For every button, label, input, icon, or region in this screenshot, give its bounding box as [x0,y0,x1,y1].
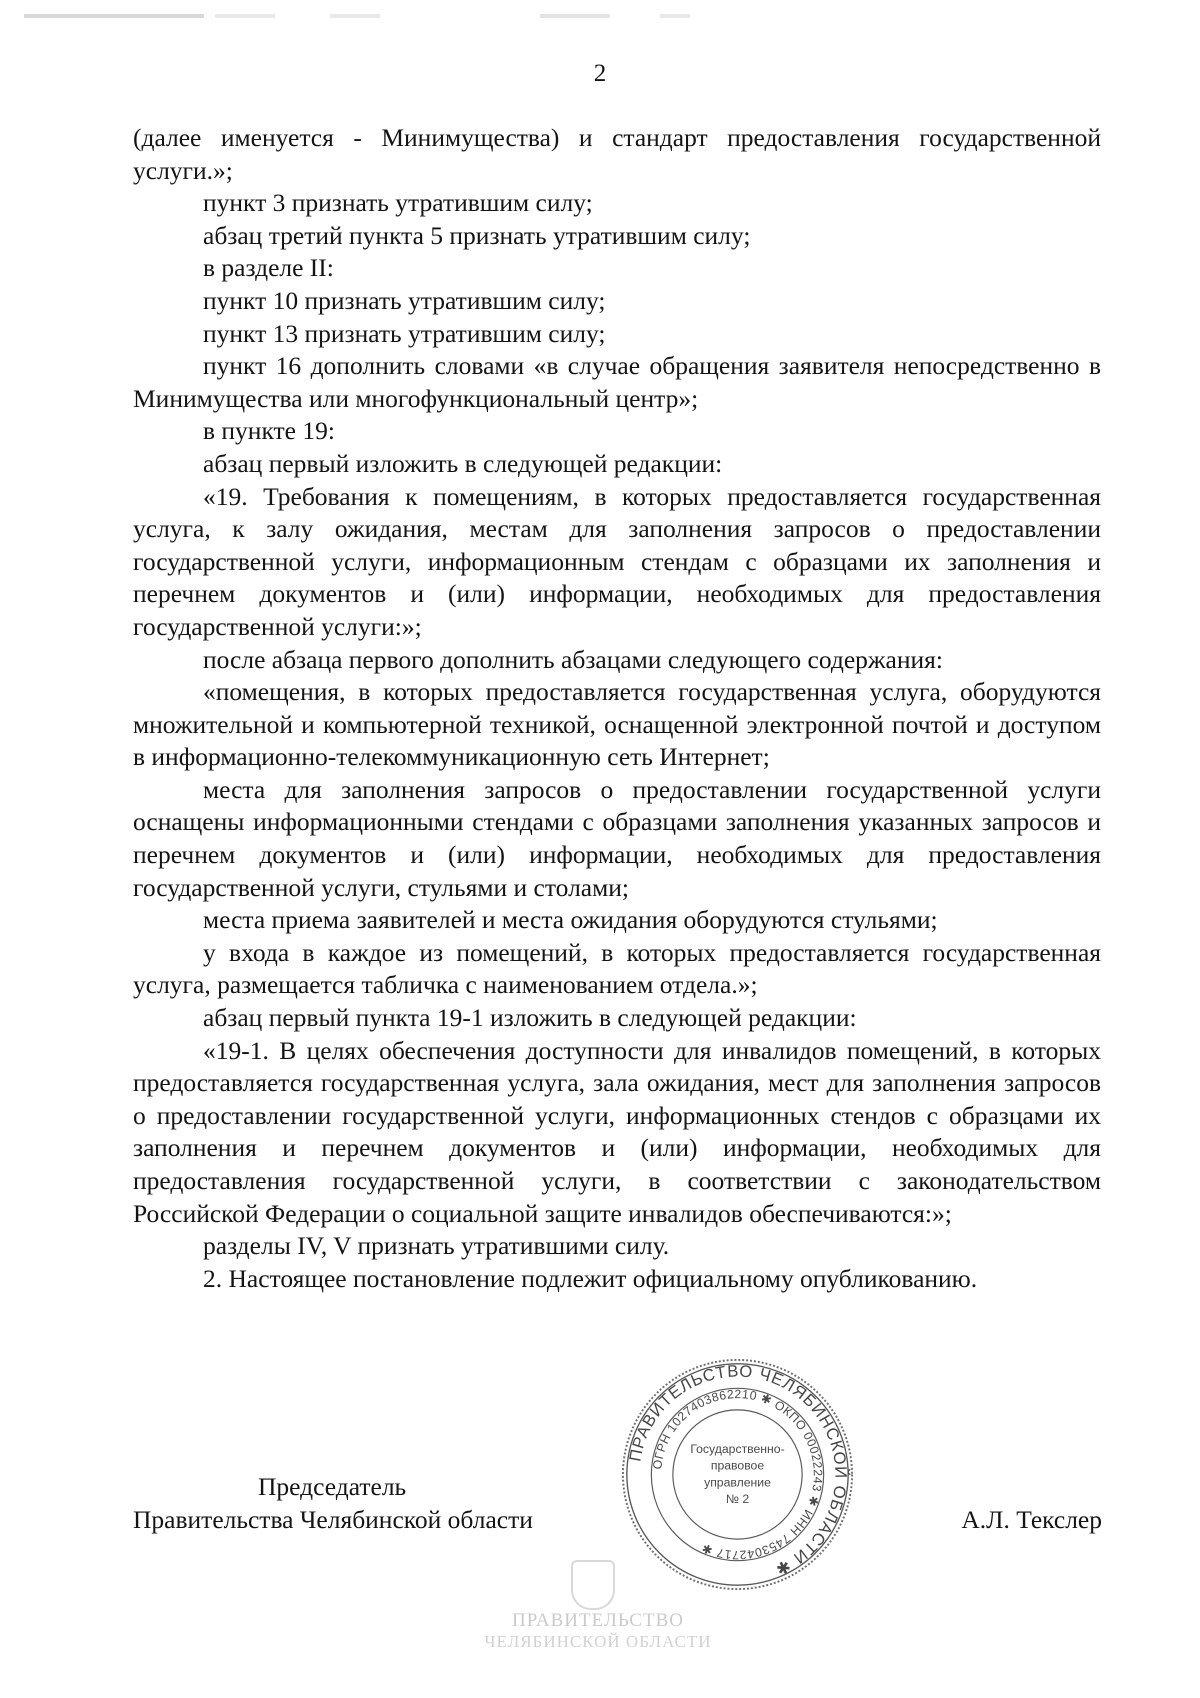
paragraph: в пункте 19: [203,416,335,446]
coat-of-arms-icon [571,1560,615,1610]
emblem-line2: ЧЕЛЯБИНСКОЙ ОБЛАСТИ [484,1632,712,1651]
paragraph: 2. Настоящее постановление подлежит официальному опубликованию. [203,1263,978,1293]
paragraph: в разделе II: [203,253,334,283]
paragraph: места для заполнения запросов о предоставлении государственной услуги оснащены информационными стендами с образцами заполнения указанных запросов и перечнем документов и (или) информации, необходимых для предоставления государственной услуги, стульями и столами; [133,774,1101,902]
paragraph: у входа в каждое из помещений, в которых предоставляется государственная услуга, размещается табличка с наименованием отдела.»; [133,937,1101,1000]
paragraph: пункт 16 дополнить словами «в случае обращения заявителя непосредственно в Минимущества или многофункциональный центр»; [133,351,1101,413]
scan-artifact [215,14,275,18]
paragraph: пункт 3 признать утратившим силу; [203,188,593,218]
paragraph: места приема заявителей и места ожидания оборудуются стульями; [203,905,938,935]
paragraph: «помещения, в которых предоставляется государственная услуга, оборудуются множительной и компьютерной техникой, оснащенной электронной почтой и доступом в информационно-телекоммуникационную сеть Интернет; [133,677,1101,772]
paragraph: разделы IV, V признать утратившими силу. [203,1231,670,1261]
seal-outer-text: ПРАВИТЕЛЬСТВО ЧЕЛЯБИНСКОЙ ОБЛАСТИ ✱ [625,1361,851,1580]
paragraph: абзац третий пункта 5 признать утратившим силу; [203,220,751,250]
seal-center-line: Государственно- [690,1441,785,1456]
scan-artifact [330,14,380,18]
page-number: 2 [593,60,607,87]
signatory-title-line2: Правительства Челябинской области [133,1505,533,1534]
seal-graphic [620,1357,855,1592]
paragraph: «19. Требования к помещениям, в которых предоставляется государственная услуга, к залу ожидания, местам для заполнения запросов о предоставлении государственной услуги, информационным стендам с образцами их заполнения и перечнем документов и (или) информации, необходимых для предоставления государственной услуги:»; [133,481,1101,641]
seal-center-line: правовое [710,1458,765,1473]
signatory-title [133,1470,583,1536]
seal-center-line: управление [704,1475,771,1490]
paragraph: после абзаца первого дополнить абзацами следующего содержания: [203,644,943,674]
paragraph: пункт 13 признать утратившим силу; [203,318,606,348]
document-body [133,122,1101,1295]
official-seal [620,1357,855,1592]
signatory-name: А.Л. Текслер [961,1505,1102,1534]
emblem-line1: ПРАВИТЕЛЬСТВО [512,1610,684,1631]
scan-artifact [24,14,204,18]
scan-artifact [540,14,610,18]
paragraph: «19-1. В целях обеспечения доступности для инвалидов помещений, в которых предоставляется государственная услуга, зала ожидания, мест для заполнения запросов о предоставлении государственной услуги, информационных стендов с образцами их заполнения и перечнем документов и (или) информации, необходимых для предоставления государственной услуги, в соответствии с законодательством Российской Федерации о социальной защите инвалидов обеспечиваются:»; [133,1035,1101,1228]
paragraph: пункт 10 признать утратившим силу; [203,285,606,315]
seal-inner-text: ОГРН 1027403862210 ✱ ОКПО 00022243 ✱ ИНН 7453042717 ✱ [650,1387,825,1562]
signatory-title-line1: Председатель [258,1472,407,1501]
paragraph: (далее именуется - Минимущества) и стандарт предоставления государственной услуги.»; [133,123,1101,185]
seal-center-line: № 2 [725,1491,750,1506]
paragraph: абзац первый изложить в следующей редакции: [203,448,723,478]
paragraph: абзац первый пункта 19-1 изложить в следующей редакции: [203,1003,857,1033]
scan-artifact [660,14,690,18]
